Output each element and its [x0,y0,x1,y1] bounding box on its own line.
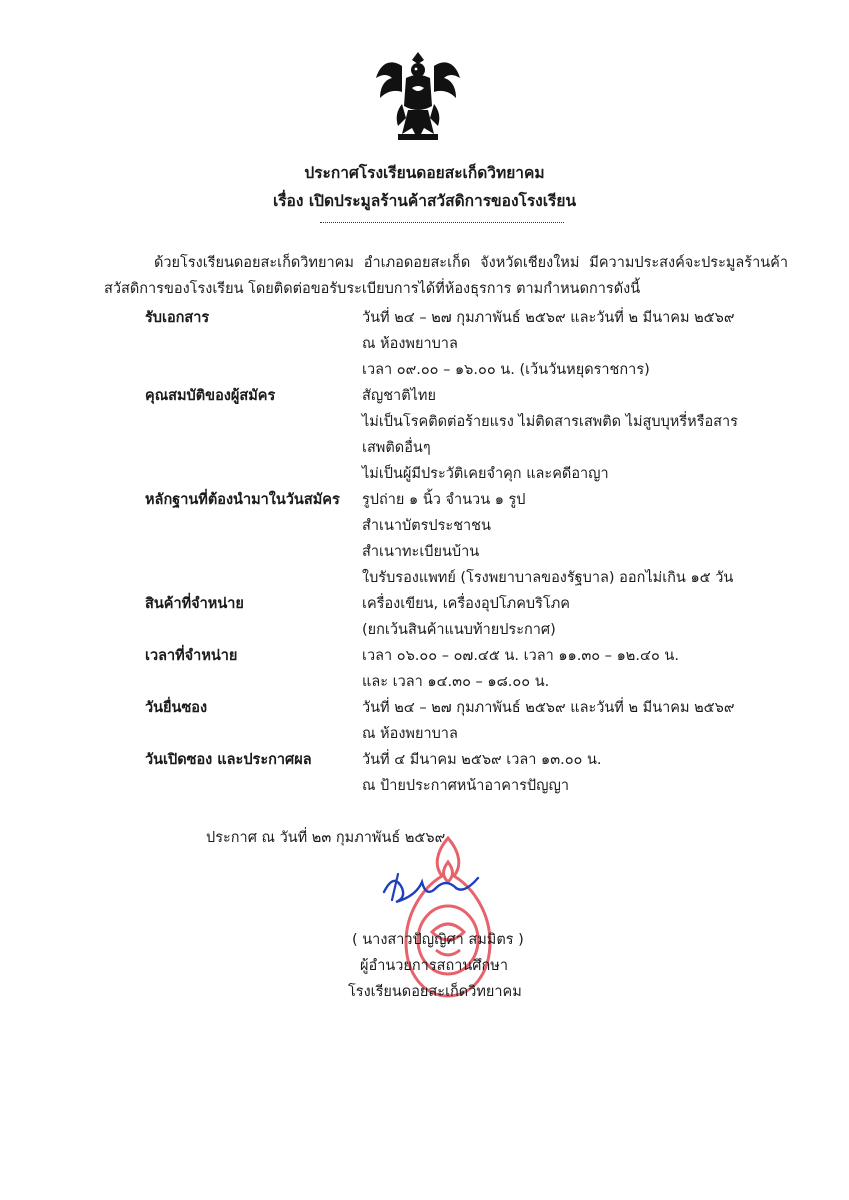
docs-line: เวลา ๐๙.๐๐ – ๑๖.๐๐ น. (เว้นวันหยุดราชการ) [362,362,650,378]
docs-line: ณ ห้องพยาบาล [362,336,458,352]
evidence-line: รูปถ่าย ๑ นิ้ว จำนวน ๑ รูป [362,492,526,508]
docs-line: วันที่ ๒๔ – ๒๗ กุมภาพันธ์ ๒๕๖๙ และวันที่ ๒ มีนาคม ๒๕๖๙ [362,310,735,326]
open-line: ณ ป้ายประกาศหน้าอาคารปัญญา [362,778,569,794]
qualifications-label: คุณสมบัติของผู้สมัคร [145,388,276,404]
signer-position: ผู้อำนวยการสถานศึกษา [360,958,508,974]
submit-line: ณ ห้องพยาบาล [362,726,458,742]
announcement-title: ประกาศโรงเรียนดอยสะเก็ดวิทยาคม [304,164,545,182]
submit-label: วันยื่นซอง [145,700,208,716]
qualifications-line: สัญชาติไทย [362,388,436,404]
open-line: วันที่ ๔ มีนาคม ๒๕๖๙ เวลา ๑๓.๐๐ น. [362,752,602,768]
selling-time-line: และ เวลา ๑๔.๓๐ – ๑๘.๐๐ น. [362,674,550,690]
signer-school: โรงเรียนดอยสะเก็ดวิทยาคม [348,984,522,1000]
signer-name: ( นางสาวปัญญิศา สมมิตร ) [352,932,524,948]
selling-time-label: เวลาที่จำหน่าย [145,648,238,664]
evidence-line: สำเนาบัตรประชาชน [362,518,491,534]
goods-line: เครื่องเขียน, เครื่องอุปโภคบริโภค [362,596,570,612]
qualifications-line: ไม่เป็นโรคติดต่อร้ายแรง ไม่ติดสารเสพติด ไม่สูบบุหรี่หรือสาร [362,414,738,430]
announcement-subject: เรื่อง เปิดประมูลร้านค้าสวัสดิการของโรงเรียน [272,192,577,210]
submit-line: วันที่ ๒๔ – ๒๗ กุมภาพันธ์ ๒๕๖๙ และวันที่ ๒ มีนาคม ๒๕๖๙ [362,700,735,716]
selling-time-line: เวลา ๐๖.๐๐ – ๐๗.๔๕ น. เวลา ๑๑.๓๐ – ๑๒.๔๐ น. [362,648,679,664]
evidence-line: ใบรับรองแพทย์ (โรงพยาบาลของรัฐบาล) ออกไม่เกิน ๑๕ วัน [362,570,734,586]
qualifications-line: เสพติดอื่นๆ [362,440,431,456]
open-label: วันเปิดซอง และประกาศผล [145,752,312,768]
intro-paragraph: ด้วยโรงเรียนดอยสะเก็ดวิทยาคม อำเภอดอยสะเก็ด จังหวัดเชียงใหม่ มีความประสงค์จะประมูลร้านค้าสวัสดิการของโรงเรียน โดยติดต่อขอรับระเบียบการได้ที่ห้องธุรการ ตามกำหนดการดังนี้ [104,255,788,297]
signature-icon [376,862,496,912]
evidence-line: สำเนาทะเบียนบ้าน [362,544,480,560]
evidence-label: หลักฐานที่ต้องนำมาในวันสมัคร [145,492,340,508]
goods-label: สินค้าที่จำหน่าย [145,596,244,612]
docs-label: รับเอกสาร [145,310,210,326]
qualifications-line: ไม่เป็นผู้มีประวัติเคยจำคุก และคดีอาญา [362,466,609,482]
announce-date: ประกาศ ณ วันที่ ๒๓ กุมภาพันธ์ ๒๕๖๙ [206,830,446,846]
dotted-divider [320,222,564,223]
goods-line: (ยกเว้นสินค้าแนบท้ายประกาศ) [362,622,556,638]
garuda-emblem-icon [372,48,464,144]
